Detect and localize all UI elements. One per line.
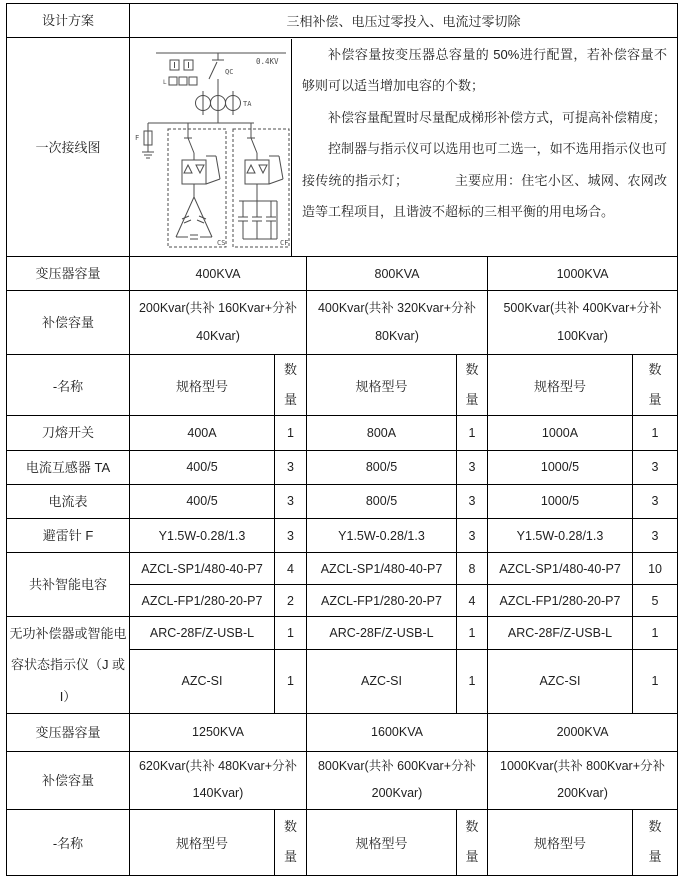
design-value: 三相补偿、电压过零投入、电流过零切除: [130, 4, 678, 38]
qty-cell: 2: [275, 585, 307, 617]
qty-cell: 3: [633, 518, 678, 552]
busbar-voltage-label: 0.4KV: [256, 56, 279, 66]
header-qty: 数量: [457, 355, 488, 416]
transformer-value: 800KVA: [307, 257, 488, 291]
qty-cell: 3: [633, 450, 678, 484]
transformer-value: 400KVA: [130, 257, 307, 291]
qty-cell: 3: [457, 484, 488, 518]
compensation-value: 800Kvar(共补 600Kvar+分补 200Kvar): [307, 751, 488, 809]
header-spec: 规格型号: [307, 809, 457, 875]
qty-cell: 1: [633, 617, 678, 650]
spec-cell: AZCL-SP1/480-40-P7: [307, 553, 457, 585]
item-name-cell: 无功补偿器或智能电容状态指示仪（J 或 I）: [7, 617, 130, 714]
design-row: [7, 4, 678, 38]
spec-cell: 800/5: [307, 484, 457, 518]
qty-cell: 4: [457, 585, 488, 617]
qty-cell: 1: [633, 649, 678, 713]
spec-cell: ARC-28F/Z-USB-L: [488, 617, 633, 650]
arrester-f-label: F: [135, 133, 140, 142]
compensation-value: 1000Kvar(共补 800Kvar+分补 200Kvar): [488, 751, 678, 809]
spec-cell: AZCL-SP1/480-40-P7: [130, 553, 275, 585]
qty-cell: 3: [633, 484, 678, 518]
header-row-1: [7, 355, 678, 416]
ta-label: TA: [243, 99, 252, 108]
header-name: -名称: [7, 809, 130, 875]
spec-cell: 400/5: [130, 484, 275, 518]
spec-cell: AZCL-SP1/480-40-P7: [488, 553, 633, 585]
qty-cell: 1: [275, 416, 307, 450]
header-spec: 规格型号: [307, 355, 457, 416]
spec-cell: 800/5: [307, 450, 457, 484]
item-name-cell: 刀熔开关: [7, 416, 130, 450]
compensation-value: 620Kvar(共补 480Kvar+分补 140Kvar): [130, 751, 307, 809]
transformer-value: 1000KVA: [488, 257, 678, 291]
spec-cell: Y1.5W-0.28/1.3: [488, 518, 633, 552]
spec-cell: Y1.5W-0.28/1.3: [307, 518, 457, 552]
table-row: [7, 416, 678, 450]
header-row-2: [7, 809, 678, 875]
header-qty: 数量: [633, 355, 678, 416]
table-row: [7, 450, 678, 484]
qty-cell: 3: [457, 450, 488, 484]
note-paragraph: 补偿容量配置时尽量配成梯形补偿方式，可提高补偿精度；: [328, 109, 667, 125]
compensation-label: 补偿容量: [7, 291, 130, 355]
single-line-diagram: [130, 39, 292, 256]
qty-cell: 3: [457, 518, 488, 552]
qty-cell: 10: [633, 553, 678, 585]
qty-cell: 3: [275, 484, 307, 518]
compensation-value: 400Kvar(共补 320Kvar+分补 80Kvar): [307, 291, 488, 355]
table-row: [7, 617, 678, 650]
transformer-row-2: [7, 713, 678, 751]
header-qty: 数量: [633, 809, 678, 875]
spec-cell: ARC-28F/Z-USB-L: [307, 617, 457, 650]
header-qty: 数量: [275, 355, 307, 416]
spec-cell: AZC-SI: [307, 649, 457, 713]
spec-cell: 1000A: [488, 416, 633, 450]
spec-cell: 800A: [307, 416, 457, 450]
compensation-label: 补偿容量: [7, 751, 130, 809]
cf-branch-label: CF: [280, 238, 289, 247]
item-name-cell: 电流互感器 TA: [7, 450, 130, 484]
qty-cell: 1: [457, 617, 488, 650]
circuit-schematic-icon: [130, 39, 291, 256]
table-row: [7, 484, 678, 518]
qty-cell: 4: [275, 553, 307, 585]
header-name: -名称: [7, 355, 130, 416]
qty-cell: 1: [457, 416, 488, 450]
compensation-value: 200Kvar(共补 160Kvar+分补 40Kvar): [130, 291, 307, 355]
item-name-cell: 避雷针 F: [7, 518, 130, 552]
header-spec: 规格型号: [130, 355, 275, 416]
header-qty: 数量: [275, 809, 307, 875]
notes: [292, 39, 677, 256]
transformer-label: 变压器容量: [7, 257, 130, 291]
transformer-label: 变压器容量: [7, 713, 130, 751]
spec-cell: ARC-28F/Z-USB-L: [130, 617, 275, 650]
header-qty: 数量: [457, 809, 488, 875]
qty-cell: 1: [457, 649, 488, 713]
design-label: 设计方案: [7, 4, 130, 38]
spec-cell: 1000/5: [488, 450, 633, 484]
item-name-cell: 电流表: [7, 484, 130, 518]
spec-cell: AZCL-FP1/280-20-P7: [307, 585, 457, 617]
transformer-value: 1250KVA: [130, 713, 307, 751]
cs-branch-label: CS: [217, 238, 226, 247]
header-spec: 规格型号: [488, 355, 633, 416]
diagram-row: [7, 38, 678, 257]
qty-cell: 3: [275, 518, 307, 552]
item-name-cell: 共补智能电容: [7, 553, 130, 617]
transformer-value: 2000KVA: [488, 713, 678, 751]
spec-cell: AZCL-FP1/280-20-P7: [130, 585, 275, 617]
header-spec: 规格型号: [488, 809, 633, 875]
qty-cell: 5: [633, 585, 678, 617]
qty-cell: 3: [275, 450, 307, 484]
table-row: [7, 518, 678, 552]
note-paragraph: 控制器与指示仪可以选用也可二选一，如不选用指示仪也可接传统的指示灯； 主要应用：住宅小区、城网、农网改造等工程项目，且谐波不超标的三相平衡的用电场合。: [302, 141, 668, 219]
spec-cell: AZCL-FP1/280-20-P7: [488, 585, 633, 617]
qty-cell: 1: [633, 416, 678, 450]
diagram-label: 一次接线图: [7, 38, 130, 257]
spec-cell: Y1.5W-0.28/1.3: [130, 518, 275, 552]
transformer-row-1: [7, 257, 678, 291]
table-row: [7, 553, 678, 585]
spec-cell: 400A: [130, 416, 275, 450]
note-paragraph: 补偿容量按变压器总容量的 50%进行配置，若补偿容量不够则可以适当增加电容的个数；: [302, 46, 668, 94]
qty-cell: 1: [275, 649, 307, 713]
spec-cell: AZC-SI: [488, 649, 633, 713]
spec-table: [6, 3, 678, 876]
qty-cell: 1: [275, 617, 307, 650]
compensation-row-2: [7, 751, 678, 809]
transformer-value: 1600KVA: [307, 713, 488, 751]
spec-cell: AZC-SI: [130, 649, 275, 713]
spec-cell: 400/5: [130, 450, 275, 484]
compensation-value: 500Kvar(共补 400Kvar+分补 100Kvar): [488, 291, 678, 355]
meter-l-label: L: [163, 78, 167, 86]
spec-cell: 1000/5: [488, 484, 633, 518]
header-spec: 规格型号: [130, 809, 275, 875]
qc-switch-label: QC: [225, 67, 234, 76]
qty-cell: 8: [457, 553, 488, 585]
compensation-row-1: [7, 291, 678, 355]
